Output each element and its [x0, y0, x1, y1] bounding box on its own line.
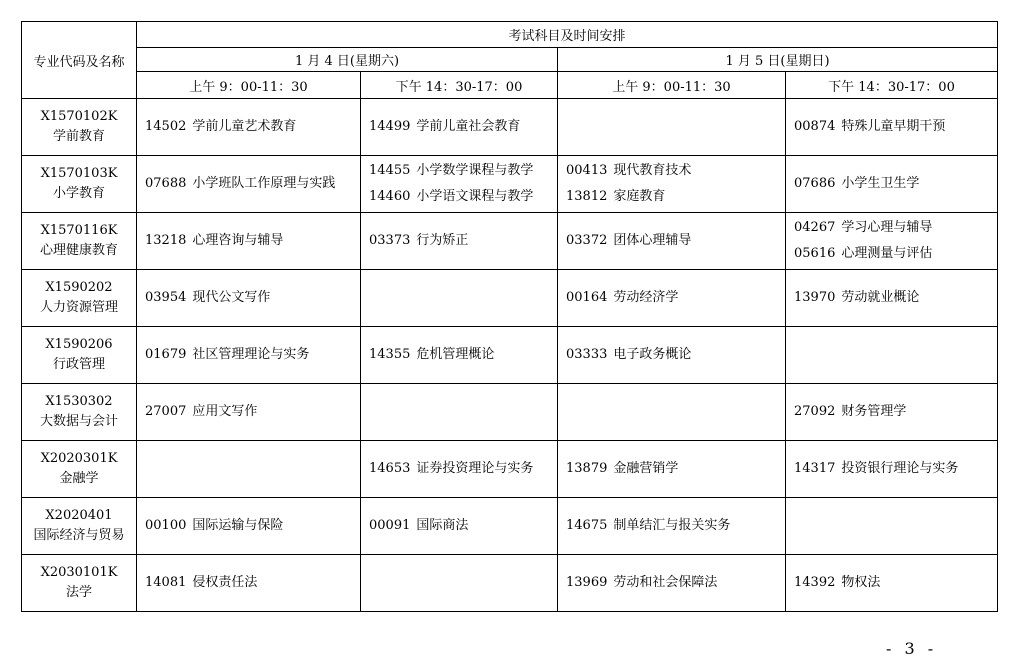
slot-cell [786, 498, 998, 555]
course-code: 03372 [566, 233, 608, 248]
course-code: 14460 [369, 189, 411, 204]
course-name: 学习心理与辅导 [841, 220, 933, 235]
course-entry [566, 184, 785, 210]
course-entry [794, 399, 997, 425]
course-entry [145, 399, 360, 425]
slot-cell [361, 270, 558, 327]
major-cell [22, 441, 137, 498]
slot-cell [786, 441, 998, 498]
course-entry [794, 215, 997, 241]
course-code: 07688 [145, 176, 187, 191]
slot-cell [786, 555, 998, 612]
course-code: 13218 [145, 233, 187, 248]
slot-cell [558, 327, 786, 384]
course-code: 00091 [369, 518, 411, 533]
slot-cell [361, 441, 558, 498]
major-code: X1590202 [45, 280, 113, 295]
course-entry [145, 570, 360, 596]
slot-header-day2-afternoon: 下午 14：30-17：00 [786, 72, 998, 99]
major-name: 行政管理 [52, 357, 105, 372]
course-name: 心理咨询与辅导 [192, 233, 284, 248]
schedule-body [22, 99, 998, 612]
course-entry [145, 228, 360, 254]
course-name: 现代教育技术 [613, 163, 692, 178]
slot-cell [558, 270, 786, 327]
slot-cell [137, 441, 361, 498]
schedule-title: 考试科目及时间安排 [137, 22, 998, 48]
slot-header-day1-afternoon: 下午 14：30-17：00 [361, 72, 558, 99]
course-entry [794, 241, 997, 267]
slot-cell [137, 384, 361, 441]
slot-cell [137, 99, 361, 156]
slot-cell [137, 213, 361, 270]
course-entry [369, 114, 557, 140]
slot-cell [137, 270, 361, 327]
major-cell [22, 555, 137, 612]
course-name: 学前儿童艺术教育 [192, 119, 297, 134]
slot-cell [786, 156, 998, 213]
slot-cell [137, 498, 361, 555]
course-entry [369, 228, 557, 254]
major-code: X1590206 [45, 337, 113, 352]
course-name: 家庭教育 [613, 189, 666, 204]
table-row [22, 498, 998, 555]
table-row [22, 156, 998, 213]
slot-cell [558, 441, 786, 498]
course-code: 01679 [145, 347, 187, 362]
major-name: 大数据与会计 [39, 414, 118, 429]
course-code: 00413 [566, 163, 608, 178]
slot-header-day1-morning: 上午 9：00-11：30 [137, 72, 361, 99]
course-entry [794, 285, 997, 311]
course-code: 27007 [145, 404, 187, 419]
course-entry [145, 171, 360, 197]
slot-cell [786, 213, 998, 270]
course-name: 小学语文课程与教学 [416, 189, 534, 204]
slot-cell [558, 498, 786, 555]
course-entry [566, 228, 785, 254]
table-row [22, 327, 998, 384]
major-name: 小学教育 [52, 186, 105, 201]
major-code: X1570116K [40, 223, 118, 238]
course-code: 03333 [566, 347, 608, 362]
slot-cell [137, 555, 361, 612]
slot-cell [361, 384, 558, 441]
course-name: 国际运输与保险 [192, 518, 284, 533]
slot-cell [558, 213, 786, 270]
course-code: 14675 [566, 518, 608, 533]
course-code: 14317 [794, 461, 836, 476]
course-entry [794, 570, 997, 596]
course-entry [566, 342, 785, 368]
course-code: 14499 [369, 119, 411, 134]
course-name: 制单结汇与报关实务 [613, 518, 731, 533]
course-name: 国际商法 [416, 518, 469, 533]
course-name: 危机管理概论 [416, 347, 495, 362]
day-header-1: 1 月 4 日(星期六) [137, 48, 558, 72]
major-cell [22, 99, 137, 156]
course-name: 小学数学课程与教学 [416, 163, 534, 178]
course-name: 劳动就业概论 [841, 290, 920, 305]
table-row [22, 555, 998, 612]
course-entry [145, 114, 360, 140]
course-entry [369, 184, 557, 210]
course-entry [794, 456, 997, 482]
major-cell [22, 384, 137, 441]
slot-cell [786, 327, 998, 384]
course-entry [369, 513, 557, 539]
course-name: 财务管理学 [841, 404, 907, 419]
course-entry [369, 342, 557, 368]
course-name: 社区管理理论与实务 [192, 347, 310, 362]
course-code: 00164 [566, 290, 608, 305]
major-name: 法学 [65, 585, 92, 600]
page-number: - 3 - [886, 639, 938, 658]
course-entry [566, 285, 785, 311]
slot-cell [361, 156, 558, 213]
course-code: 13812 [566, 189, 608, 204]
course-code: 14455 [369, 163, 411, 178]
course-code: 13969 [566, 575, 608, 590]
major-code: X2020401 [45, 508, 113, 523]
course-name: 团体心理辅导 [613, 233, 692, 248]
course-name: 小学生卫生学 [841, 176, 920, 191]
course-code: 03373 [369, 233, 411, 248]
slot-cell [361, 99, 558, 156]
course-name: 心理测量与评估 [841, 246, 933, 261]
course-name: 行为矫正 [416, 233, 469, 248]
major-cell [22, 270, 137, 327]
slot-cell [558, 99, 786, 156]
slot-cell [786, 99, 998, 156]
slot-cell [361, 213, 558, 270]
major-name: 金融学 [59, 471, 99, 486]
table-row [22, 270, 998, 327]
course-code: 14355 [369, 347, 411, 362]
course-entry [369, 158, 557, 184]
course-code: 00874 [794, 119, 836, 134]
slot-cell [786, 384, 998, 441]
course-name: 金融营销学 [613, 461, 679, 476]
course-name: 证券投资理论与实务 [416, 461, 534, 476]
course-code: 14392 [794, 575, 836, 590]
course-name: 应用文写作 [192, 404, 258, 419]
course-name: 学前儿童社会教育 [416, 119, 521, 134]
course-name: 小学班队工作原理与实践 [192, 176, 336, 191]
course-code: 05616 [794, 246, 836, 261]
course-name: 侵权责任法 [192, 575, 258, 590]
slot-cell [558, 156, 786, 213]
course-entry [794, 114, 997, 140]
slot-cell [558, 555, 786, 612]
major-cell [22, 156, 137, 213]
course-entry [145, 285, 360, 311]
major-header: 专业代码及名称 [22, 22, 137, 99]
major-code: X1570103K [40, 166, 118, 181]
course-name: 劳动和社会保障法 [613, 575, 718, 590]
major-name: 国际经济与贸易 [33, 528, 125, 543]
course-name: 特殊儿童早期干预 [841, 119, 946, 134]
course-code: 27092 [794, 404, 836, 419]
course-entry [566, 456, 785, 482]
course-entry [369, 456, 557, 482]
course-code: 13970 [794, 290, 836, 305]
major-name: 心理健康教育 [39, 243, 118, 258]
exam-schedule-table [21, 21, 998, 612]
table-row [22, 441, 998, 498]
course-code: 07686 [794, 176, 836, 191]
course-code: 14081 [145, 575, 187, 590]
table-row [22, 384, 998, 441]
major-name: 学前教育 [52, 129, 105, 144]
slot-cell [786, 270, 998, 327]
major-code: X2030101K [40, 565, 118, 580]
course-entry [145, 342, 360, 368]
slot-cell [558, 384, 786, 441]
course-name: 电子政务概论 [613, 347, 692, 362]
major-code: X1570102K [40, 109, 118, 124]
slot-cell [361, 498, 558, 555]
major-code: X1530302 [45, 394, 113, 409]
slot-header-day2-morning: 上午 9：00-11：30 [558, 72, 786, 99]
course-code: 00100 [145, 518, 187, 533]
slot-cell [361, 327, 558, 384]
table-row [22, 99, 998, 156]
slot-cell [137, 156, 361, 213]
slot-cell [361, 555, 558, 612]
course-entry [566, 513, 785, 539]
course-entry [566, 570, 785, 596]
major-name: 人力资源管理 [39, 300, 118, 315]
major-code: X2020301K [40, 451, 118, 466]
course-entry [794, 171, 997, 197]
course-name: 劳动经济学 [613, 290, 679, 305]
course-entry [145, 513, 360, 539]
course-code: 13879 [566, 461, 608, 476]
major-cell [22, 213, 137, 270]
course-code: 03954 [145, 290, 187, 305]
course-name: 现代公文写作 [192, 290, 271, 305]
course-name: 投资银行理论与实务 [841, 461, 959, 476]
course-name: 物权法 [841, 575, 881, 590]
table-row [22, 213, 998, 270]
course-code: 04267 [794, 220, 836, 235]
slot-cell [137, 327, 361, 384]
course-code: 14653 [369, 461, 411, 476]
course-code: 14502 [145, 119, 187, 134]
day-header-2: 1 月 5 日(星期日) [558, 48, 998, 72]
course-entry [566, 158, 785, 184]
major-cell [22, 498, 137, 555]
major-cell [22, 327, 137, 384]
